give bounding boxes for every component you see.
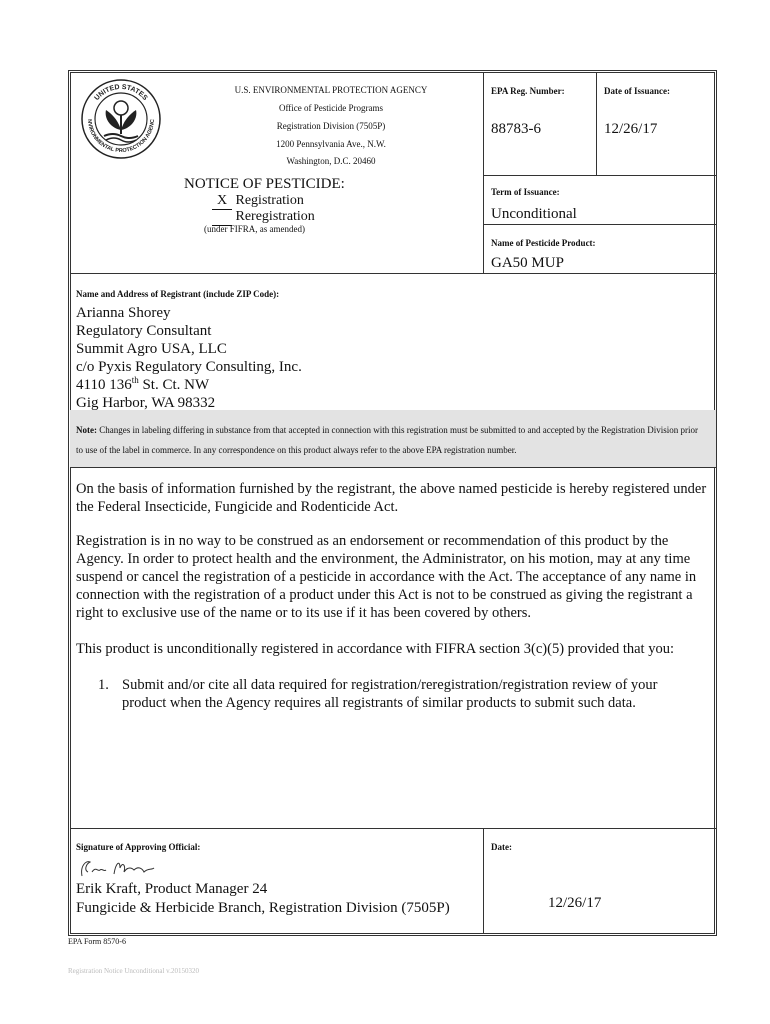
registrant-name: Arianna Shorey — [76, 305, 171, 321]
paragraph-basis: On the basis of information furnished by the registrant, the above named pesticide is hereby registered under the Federal Insecticide, Fungicide and Rodenticide Act. — [76, 481, 707, 515]
horizontal-divider-term — [483, 175, 716, 176]
reg-number-label: EPA Reg. Number: — [491, 86, 565, 96]
registrant-address — [76, 304, 302, 412]
vertical-divider-date-column — [596, 72, 597, 176]
vertical-divider-right-column — [483, 72, 484, 274]
notice-registration-line — [212, 193, 304, 210]
registrant-company: Summit Agro USA, LLC — [76, 341, 227, 357]
condition-item-text: Submit and/or cite all data required for registration/reregistration/registration review of your product when the Agency requires all registrants of similar products to submit such data. — [122, 677, 658, 711]
vertical-divider-signature — [483, 828, 484, 934]
reg-number-value: 88783-6 — [491, 121, 541, 137]
agency-name: U.S. ENVIRONMENTAL PROTECTION AGENCY — [234, 85, 428, 95]
notice-title: NOTICE OF PESTICIDE: — [184, 176, 345, 192]
horizontal-divider-registrant — [70, 273, 716, 274]
svg-text:UNITED STATES: UNITED STATES — [93, 83, 149, 102]
horizontal-divider-signature — [70, 828, 716, 829]
svg-text:ENVIRONMENTAL PROTECTION AGENC: NVIRONMENTAL PROTECTION AGENC — [85, 119, 157, 155]
registration-checkmark: X — [212, 193, 232, 210]
epa-seal-icon — [80, 78, 162, 160]
product-name-value: GA50 MUP — [491, 255, 564, 271]
reregistration-label: Reregistration — [235, 209, 315, 224]
issuance-date-value: 12/26/17 — [604, 121, 658, 137]
condition-item-1 — [98, 676, 698, 712]
agency-division: Registration Division (7505P) — [276, 121, 386, 131]
condition-item-number: 1. — [98, 677, 109, 693]
note-text: Changes in labeling differing in substance from that accepted in connection with this registration must be submitted to and accepted by the Registration Division prior to use of the label in commerce. In any correspondence on this product always refer to the above EPA registration number. — [76, 425, 698, 455]
issuance-date-label: Date of Issuance: — [604, 86, 670, 96]
product-name-label: Name of Pesticide Product: — [491, 238, 596, 248]
signature-label: Signature of Approving Official: — [76, 842, 201, 852]
registrant-city: Gig Harbor, WA 98332 — [76, 395, 216, 411]
paragraph-conditions: This product is unconditionally registered in accordance with FIFRA section 3(c)(5) provided that you: — [76, 641, 674, 657]
term-value: Unconditional — [491, 206, 577, 222]
registrant-care-of: c/o Pyxis Regulatory Consulting, Inc. — [76, 359, 302, 375]
notice-under-fifra: (under FIFRA, as amended) — [204, 224, 305, 234]
date-label: Date: — [491, 842, 512, 852]
registration-label: Registration — [235, 193, 304, 208]
registrant-label: Name and Address of Registrant (include ZIP Code): — [76, 289, 280, 299]
handwritten-signature — [78, 856, 158, 882]
term-label: Term of Issuance: — [491, 187, 560, 197]
signature-branch: Fungicide & Herbicide Branch, Registration Division (7505P) — [76, 900, 450, 916]
form-footer: Registration Notice Unconditional v.20150320 — [68, 967, 199, 975]
horizontal-divider-product — [483, 224, 716, 225]
registrant-street: 4110 136th St. Ct. NW — [76, 375, 210, 393]
signature-name: Erik Kraft, Product Manager 24 — [76, 881, 268, 897]
registrant-title: Regulatory Consultant — [76, 323, 212, 339]
horizontal-divider-note-bottom — [70, 467, 716, 468]
agency-office: Office of Pesticide Programs — [278, 103, 384, 113]
date-value: 12/26/17 — [548, 895, 602, 911]
agency-city: Washington, D.C. 20460 — [286, 156, 376, 166]
note-label: Note: — [76, 425, 97, 435]
agency-street: 1200 Pennsylvania Ave., N.W. — [276, 139, 386, 149]
form-number: EPA Form 8570-6 — [68, 937, 126, 946]
paragraph-endorsement: Registration is in no way to be construed as an endorsement or recommendation of this product by the Agency. In order to protect health and the environment, the Administrator, on his motion, may at any time suspend or cancel the registration of a pesticide in accordance with the Act. The acceptance of any name in connection with the registration of a product under this Act is not to be construed as giving the registrant a right to exclusive use of the name or to its use if it has been covered by others. — [76, 533, 697, 621]
labeling-note — [76, 420, 706, 460]
